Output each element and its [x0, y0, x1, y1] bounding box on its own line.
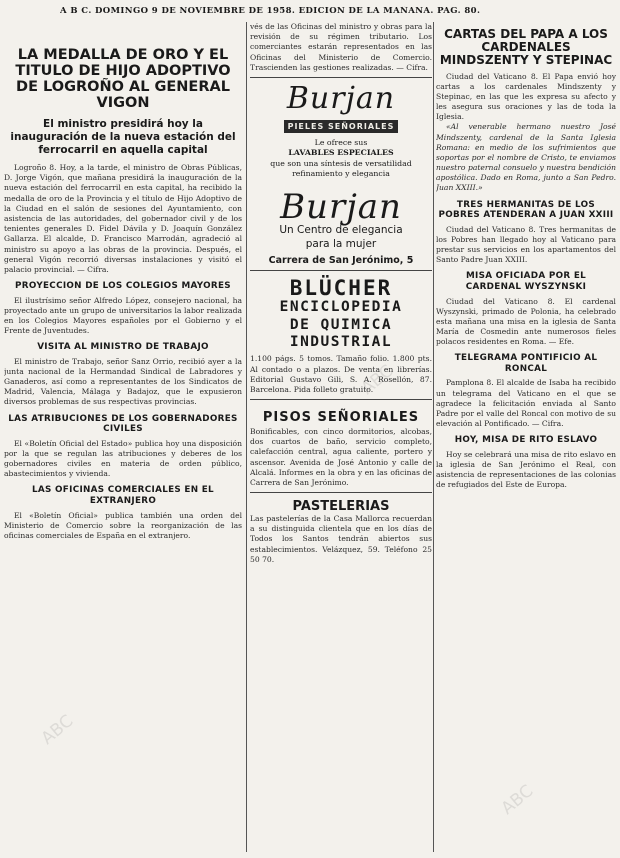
- burjan-slogan: para la mujer: [305, 237, 377, 250]
- article-continuation: vés de las Oficinas del ministro y obras para la revisión de su régimen tributario. Los comerciantes estarán representados en las Oficinas del Ministerio de Comercio. Trascienden las gestiones realizadas. — Cifra.: [250, 22, 432, 72]
- pastelerias-text: Las pastelerías de la Casa Mallorca recuerdan a su distinguida clientela que en los días de Todos los Santos tendrán abiertos sus establecimientos. Velázquez, 59. Teléfono 25 50 70.: [250, 514, 432, 564]
- middle-column: [250, 22, 432, 854]
- headline-medalla: LA MEDALLA DE ORO Y EL TITULO DE HIJO ADOPTIVO DE LOGROÑO AL GENERAL VIGON: [15, 47, 231, 111]
- page-header: A B C. DOMINGO 9 DE NOVIEMBRE DE 1958. EDICION DE LA MAÑANA. PAG. 80.: [60, 6, 481, 16]
- blucher-subtitle: DE QUIMICA: [289, 316, 393, 333]
- ad-line: LAVABLES ESPECIALES: [288, 148, 394, 158]
- column-rule-2: [433, 22, 434, 852]
- pastelerias-ad: [250, 492, 432, 565]
- column-rule-1: [246, 22, 247, 852]
- pastelerias-title: PASTELERIAS: [292, 499, 390, 515]
- article-body: El ilustrísimo señor Alfredo López, consejero nacional, ha proyectado ante un grupo de universitarios la labor realizada en los Colegios Mayores españoles por el Gobierno y el Frente de Juventudes.: [4, 295, 242, 336]
- article-body: Ciudad del Vaticano 8. El Papa envió hoy cartas a los cardenales Mindszenty y Stepinac, en las que les expresa su afecto y les asegura sus oraciones y las de toda la Iglesia.: [436, 71, 616, 122]
- article-body: Ciudad del Vaticano 8. El cardenal Wyszynski, primado de Polonia, ha celebrado esta mañana una misa en la iglesia de Santa María de Cosmedin ante numerosos fieles polacos residentes en Roma. — Efe.: [436, 296, 616, 347]
- section-heading: PROYECCION DE LOS COLEGIOS MAYORES: [15, 281, 231, 292]
- article-body: El «Boletín Oficial» publica también una orden del Ministerio de Comercio sobre la reorganización de las oficinas comerciales de España en el extranjero.: [4, 510, 242, 540]
- pisos-title: PISOS SEÑORIALES: [262, 410, 420, 426]
- burjan-logo: Burjan: [286, 80, 396, 116]
- subhead-medalla: El ministro presidirá hoy la inauguración de la nueva estación del ferrocarril en aquella capital: [10, 117, 236, 156]
- article-body: El ministro de Trabajo, señor Sanz Orrio, recibió ayer a la junta nacional de la Hermandad Sindical de Labradores y Ganaderos, así como a representantes de los Sindicatos de Madrid, Valencia, Málaga y Badajoz, que le expusieron diversos problemas de sus respectivas provincias.: [4, 356, 242, 407]
- article-body: Hoy se celebrará una misa de rito eslavo en la iglesia de San Jerónimo el Real, con asistencia de representaciones de las colonias de refugiados del Este de Europa.: [436, 449, 616, 490]
- section-heading: LAS ATRIBUCIONES DE LOS GOBERNADORES CIVILES: [8, 413, 238, 435]
- burjan-logo: Burjan: [280, 186, 402, 227]
- burjan-address: Carrera de San Jerónimo, 5: [268, 255, 414, 267]
- burjan-ad-1: [250, 77, 432, 180]
- right-column: [436, 22, 616, 854]
- section-heading: LAS OFICINAS COMERCIALES EN EL EXTRANJERO: [32, 485, 214, 506]
- left-column: [4, 22, 242, 854]
- headline-cartas-papa: CARTAS DEL PAPA A LOS CARDENALES MINDSZENTY Y STEPINAC: [439, 27, 613, 68]
- burjan-label: PIELES SEÑORIALES: [284, 120, 399, 133]
- article-body: El «Boletín Oficial del Estado» publica hoy una disposición por la que se regulan las atribuciones y deberes de los gobernadores civiles en materia de orden público, abastecimientos y vivienda.: [4, 438, 242, 479]
- section-heading: MISA OFICIADA POR EL CARDENAL WYSZYNSKI: [465, 271, 587, 292]
- blucher-subtitle: ENCICLOPEDIA: [279, 299, 403, 316]
- ad-line: que son una síntesis de versatilidad: [270, 158, 412, 168]
- blucher-title: BLÜCHER: [289, 276, 393, 301]
- section-heading: TELEGRAMA PONTIFICIO AL RONCAL: [454, 353, 598, 374]
- section-heading: VISITA AL MINISTRO DE TRABAJO: [37, 342, 209, 353]
- article-quote: «Al venerable hermano nuestro José Mindszenty, cardenal de la Santa Iglesia Romana: en medio de los sufrimientos que soportas por el nombre de Cristo, te enviamos nuestro paternal consuelo y nuestra bendición apostólica. Dado en Roma, junto a San Pedro. Juan XXIII.»: [436, 122, 616, 193]
- blucher-text: 1.100 págs. 5 tomos. Tamaño folio. 1.800 pts. Al contado o a plazos. De venta en librerías. Editorial Gustavo Gili, S. A. Rosellón, 87. Barcelona. Pida folleto gratuito.: [250, 354, 432, 394]
- section-heading: HOY, MISA DE RITO ESLAVO: [454, 435, 598, 446]
- blucher-ad: [250, 270, 432, 395]
- article-body: Pamplona 8. El alcalde de Isaba ha recibido un telegrama del Vaticano en el que se agradece la felicitación enviada al Santo Padre por el valle del Roncal con motivo de su elevación al Pontificado. — Cifra.: [436, 378, 616, 429]
- article-body: Ciudad del Vaticano 8. Tres hermanitas de los Pobres han llegado hoy al Vaticano para prestar sus servicios en los apartamentos del Santo Padre Juan XXIII.: [436, 224, 616, 265]
- watermark-logo: ABC: [497, 781, 538, 819]
- burjan-ad-2: [250, 184, 432, 266]
- pisos-ad: [250, 399, 432, 488]
- watermark-logo: ABC: [37, 711, 78, 749]
- ad-line: refinamiento y elegancia: [292, 169, 390, 179]
- watermark-logo: ABC: [357, 361, 398, 399]
- pisos-text: Bonificables, con cinco dormitorios, alcobas, dos cuartos de baño, servicio completo, calefacción central, agua caliente, portero y ascensor. Avenida de José Antonio y calle de Alcalá. Informes en la obra y en las oficinas de Carrera de San Jerónimo.: [250, 427, 432, 487]
- article-body: Logroño 8. Hoy, a la tarde, el ministro de Obras Públicas, D. Jorge Vigón, que mañana presidirá la inauguración de la nueva estación del ferrocarril en esta capital, ha recibido la medalla de oro de la Provincia y el título de Hijo Adoptivo de la Ciudad en el salón de sesiones del Ayuntamiento, con asistencia de las autoridades, del gobernador civil y de los tenientes generales D. Fidel Dávila y D. Joaquín González Gallarza. El alcalde, D. Francisco Marrodán, agradeció al ministro su apoyo a las obras de la provincia. Después, el general Vigón recorrió diversas instalaciones y visitó el palacio provincial. — Cifra.: [4, 163, 242, 274]
- blucher-subtitle: INDUSTRIAL: [289, 334, 393, 351]
- ad-line: Le ofrece sus: [314, 137, 368, 147]
- section-heading: TRES HERMANITAS DE LOS POBRES ATENDERAN A JUAN XXIII: [438, 199, 614, 221]
- burjan-slogan: Un Centro de elegancia: [279, 223, 403, 236]
